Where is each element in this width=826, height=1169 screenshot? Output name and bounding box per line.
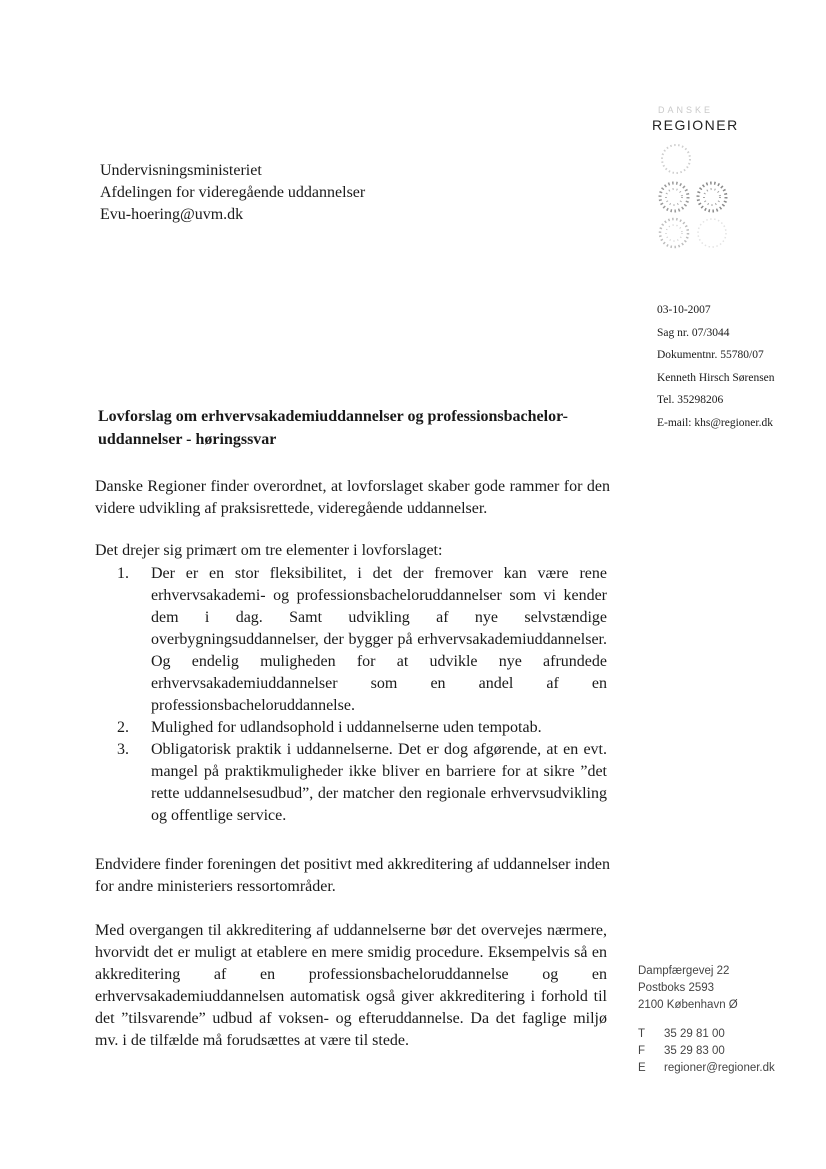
meta-case-number: Sag nr. 07/3044 <box>657 326 730 339</box>
contact-footer <box>638 963 775 1077</box>
list-item-number: 2. <box>117 719 129 736</box>
recipient-email: Evu-hoering@uvm.dk <box>100 206 244 223</box>
logo-wordmark: REGIONER <box>652 117 739 133</box>
contact-fax-label: F <box>638 1045 646 1057</box>
recipient-line: Afdelingen for videregående uddannelser <box>100 184 366 201</box>
recipient-line: Undervisningsministeriet <box>100 162 262 179</box>
list-item <box>110 563 607 717</box>
contact-phone <box>638 1026 775 1043</box>
meta-date: 03-10-2007 <box>657 304 711 316</box>
contact-phone-label: T <box>638 1028 646 1040</box>
contact-pobox: Postboks 2593 <box>638 982 715 994</box>
list-item-text: Mulighed for udlandsophold i uddannelserne uden tempotab. <box>151 719 542 736</box>
contact-fax <box>638 1043 775 1060</box>
logo-top-text: DANSKE <box>658 105 714 115</box>
contact-email <box>638 1060 775 1077</box>
logo-circles-icon <box>656 139 740 251</box>
list-item <box>110 739 607 827</box>
contact-city: 2100 København Ø <box>638 999 738 1011</box>
contact-phone-value: 35 29 81 00 <box>664 1028 725 1040</box>
meta-email: E-mail: khs@regioner.dk <box>657 416 773 429</box>
elements-list <box>110 563 607 827</box>
procedure-paragraph: Med overgangen til akkreditering af uddannelserne bør det overvejes nærmere, hvorvidt det er muligt at etablere en mere smidig procedure. Eksempelvis så en akkreditering af en professionsbacheloruddannelse og en erhvervsakademiuddannelsen automatisk også giver akkreditering i forhold til det ”tilsvarende” udbud af voksen- og efteruddannelse. Da det faglige miljø mv. i de tilfælde må forudsættes at være til stede. <box>95 922 607 1049</box>
list-item-text: Obligatorisk praktik i uddannelserne. Det er dog afgørende, at en evt. mangel på praktikmuligheder ikke bliver en barriere for at sikre ”det rette uddannelsesudbud”, der matcher den regionale erhvervsudvikling og offentlige service. <box>151 741 607 824</box>
meta-phone: Tel. 35298206 <box>657 394 724 406</box>
accreditation-paragraph: Endvidere finder foreningen det positivt med akkreditering af uddannelser inden for andre ministeriers ressortområder. <box>95 856 610 895</box>
list-item <box>110 717 607 739</box>
list-item-text: Der er en stor fleksibilitet, i det der fremover kan være rene erhvervsakademi- og professionsbacheloruddannelser som vi kender dem i dag. Samt udvikling af nye selvstændige overbygningsuddannelser, der bygger på erhvervsakademiuddannelser. Og endelig muligheden for at udvikle nye afrundede erhvervsakademiuddannelser som en andel af en professionsbacheloruddannelse. <box>151 565 607 714</box>
elements-intro-paragraph: Det drejer sig primært om tre elementer i lovforslaget: <box>95 542 443 559</box>
contact-fax-value: 35 29 83 00 <box>664 1045 725 1057</box>
meta-contact-name: Kenneth Hirsch Sørensen <box>657 371 775 384</box>
list-item-number: 3. <box>117 741 129 758</box>
contact-street: Dampfærgevej 22 <box>638 965 730 977</box>
contact-email-value: regioner@regioner.dk <box>664 1062 775 1074</box>
recipient-address <box>100 160 365 226</box>
document-title: Lovforslag om erhvervsakademiuddannelser og professionsbachelor-uddannelser - høringssvar <box>98 408 568 448</box>
document-meta <box>657 299 775 434</box>
intro-paragraph: Danske Regioner finder overordnet, at lovforslaget skaber gode rammer for den videre udvikling af praksisrettede, videregående uddannelser. <box>95 478 610 517</box>
contact-email-label: E <box>638 1062 646 1074</box>
danske-regioner-logo <box>652 105 752 251</box>
list-item-number: 1. <box>117 565 129 582</box>
meta-document-number: Dokumentnr. 55780/07 <box>657 349 764 361</box>
